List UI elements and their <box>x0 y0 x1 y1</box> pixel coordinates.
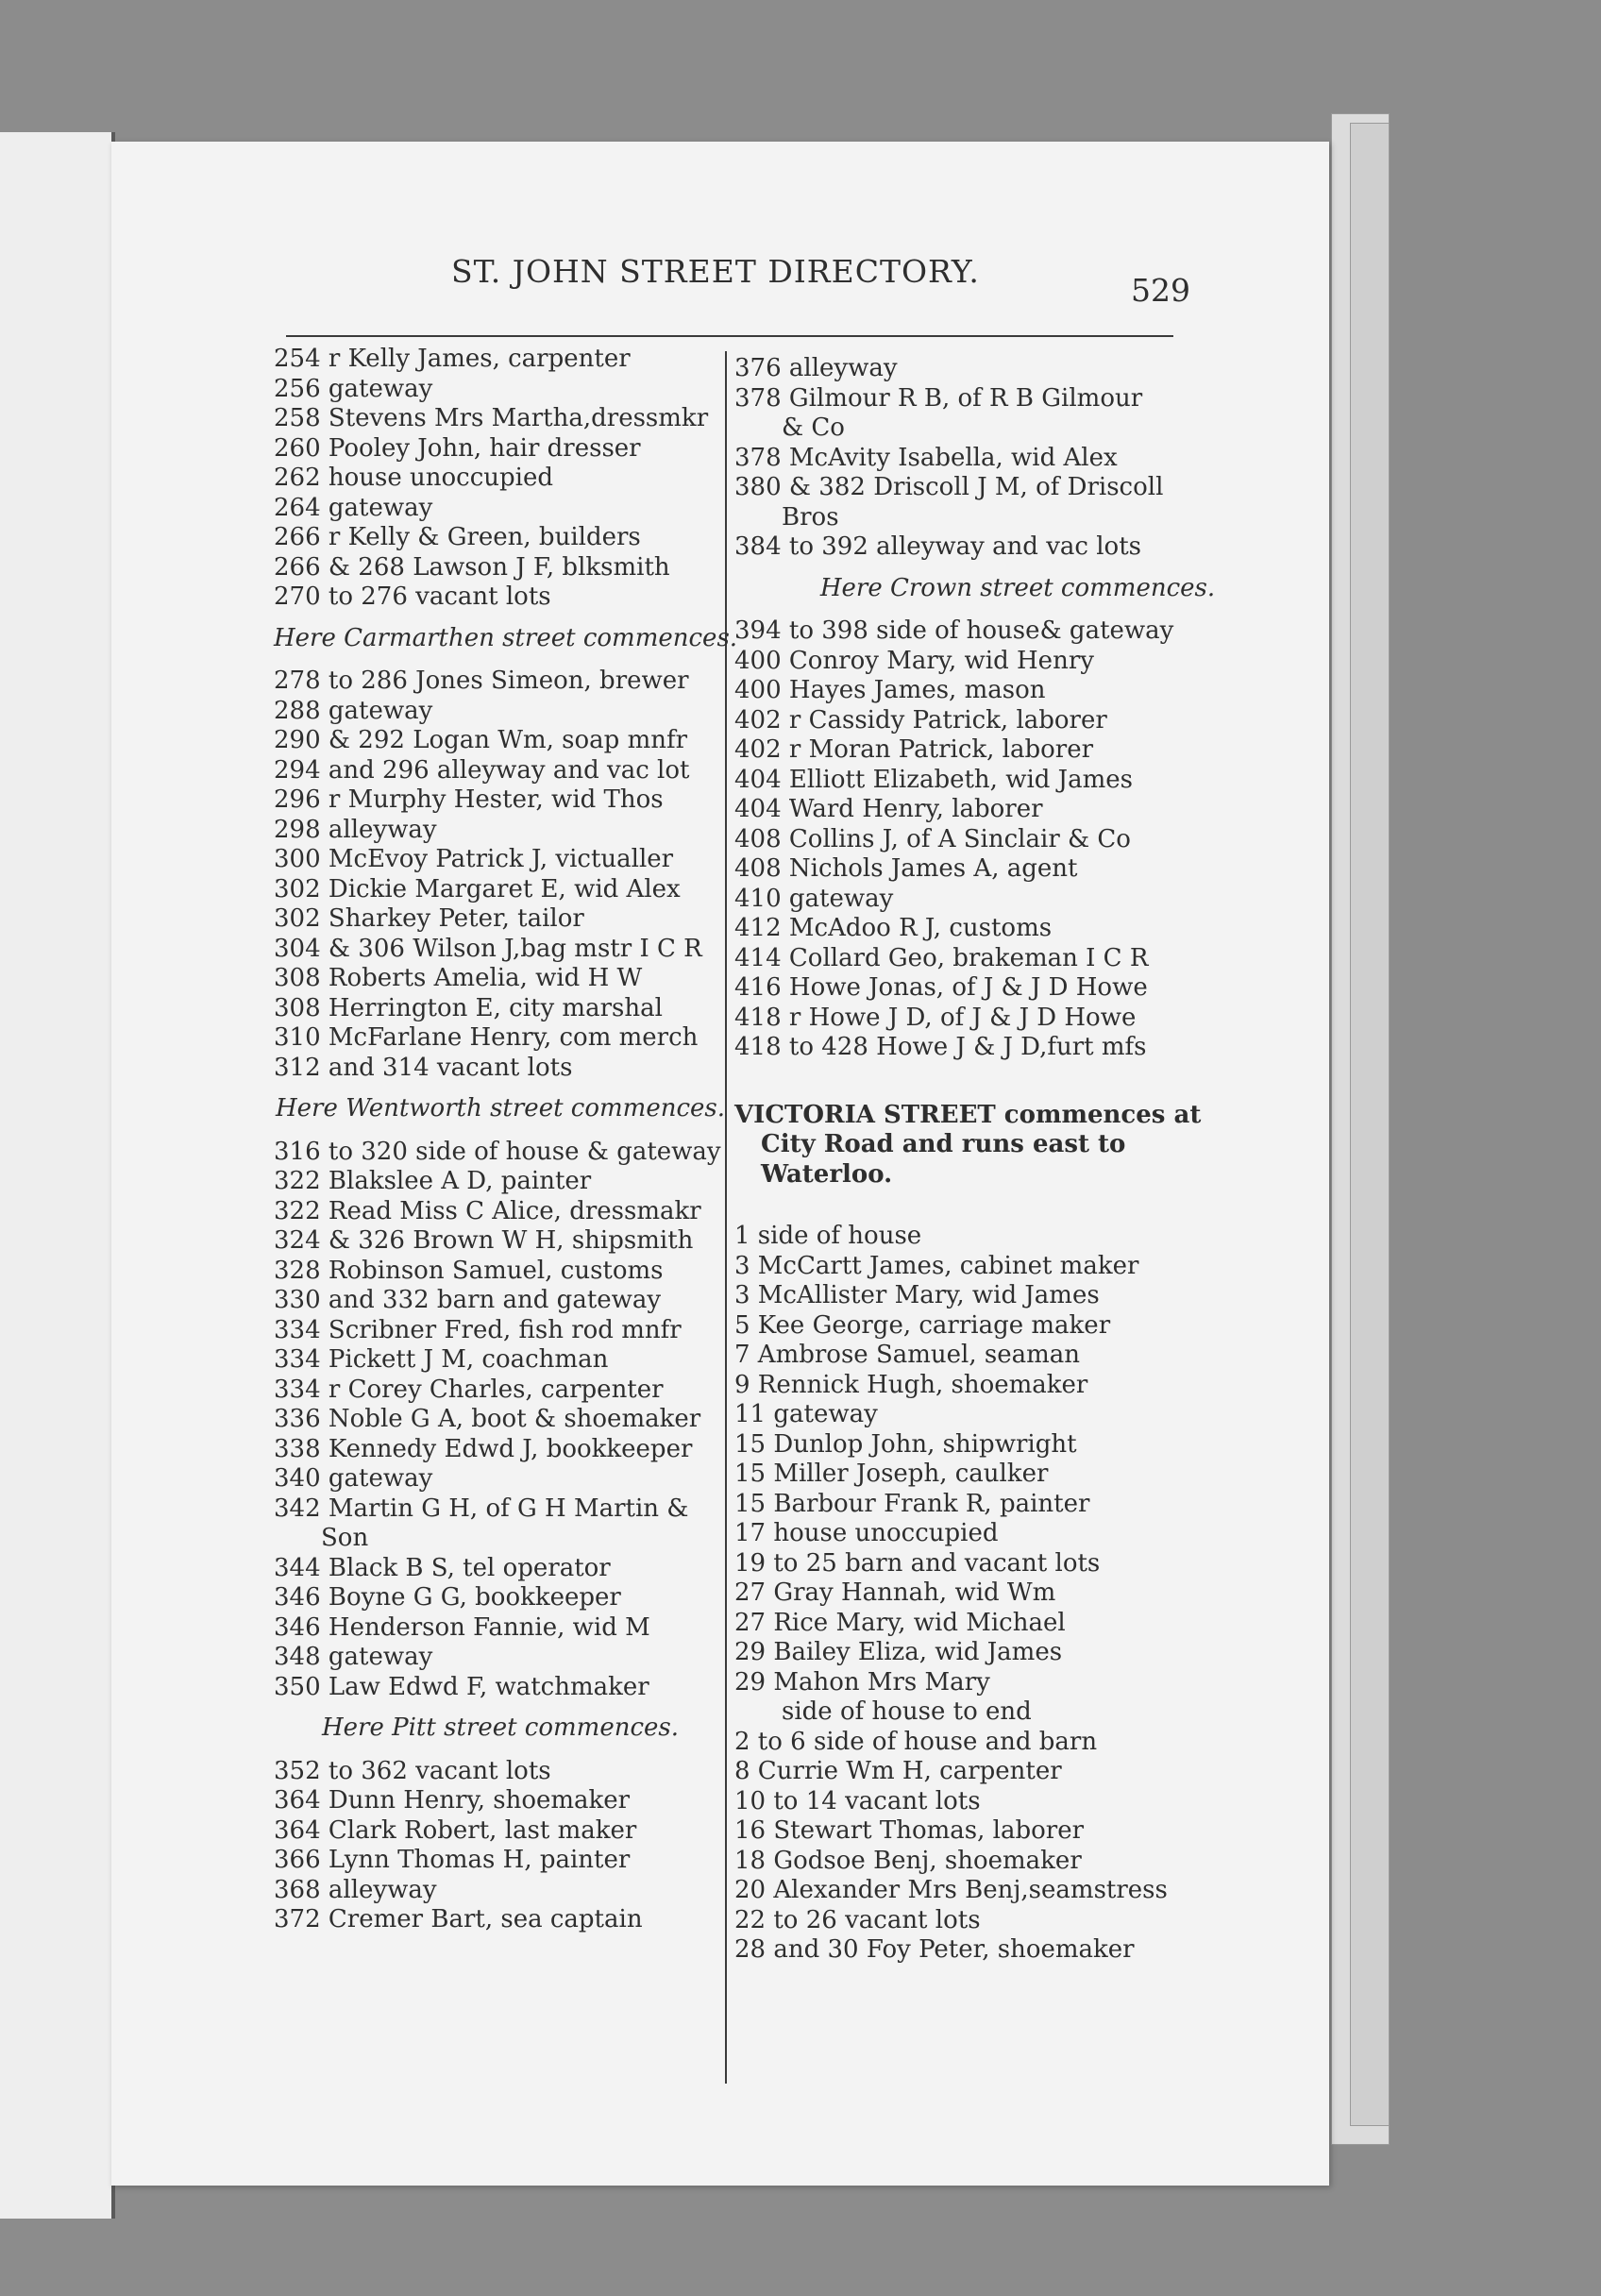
directory-entry: 364 Dunn Henry, shoemaker <box>274 1786 631 1815</box>
directory-entry: 380 & 382 Driscoll J M, of Driscoll <box>734 473 1164 501</box>
directory-entry: 322 Read Miss C Alice, dressmakr <box>274 1196 701 1225</box>
directory-entry: 416 Howe Jonas, of J & J D Howe <box>734 973 1148 1002</box>
directory-entry: 304 & 306 Wilson J,bag mstr I C R <box>274 934 702 963</box>
directory-entry: 254 r Kelly James, carpenter <box>274 345 631 373</box>
directory-entry: 17 house unoccupied <box>734 1519 999 1547</box>
directory-entry: 350 Law Edwd F, watchmaker <box>274 1672 649 1701</box>
spacer <box>734 1063 1301 1095</box>
directory-entry: 418 to 428 Howe J & J D,furt mfs <box>734 1033 1147 1061</box>
directory-entry: 322 Blakslee A D, painter <box>274 1167 592 1195</box>
directory-entry: 334 r Corey Charles, carpenter <box>274 1375 664 1404</box>
directory-entry: 368 alleyway <box>274 1875 437 1904</box>
directory-entry: 344 Black B S, tel operator <box>274 1553 611 1582</box>
directory-entry: 27 Gray Hannah, wid Wm <box>734 1578 1056 1607</box>
directory-entry: 334 Scribner Fred, fish rod mnfr <box>274 1315 682 1344</box>
directory-entry: 346 Boyne G G, bookkeeper <box>274 1583 621 1612</box>
directory-entry: 414 Collard Geo, brakeman I C R <box>734 943 1149 972</box>
directory-entry: 11 gateway <box>734 1400 878 1428</box>
directory-entry: 366 Lynn Thomas H, painter <box>274 1846 631 1874</box>
directory-entry: 316 to 320 side of house & gateway <box>274 1137 721 1166</box>
entry-continuation: side of house to end <box>782 1697 1032 1726</box>
directory-entry: 308 Herrington E, city marshal <box>274 993 663 1022</box>
directory-page <box>111 142 1329 2186</box>
directory-entry: 308 Roberts Amelia, wid H W <box>274 964 643 992</box>
directory-entry: 302 Sharkey Peter, tailor <box>274 904 584 933</box>
directory-entry: 310 McFarlane Henry, com merch <box>274 1023 699 1052</box>
directory-entry: 336 Noble G A, boot & shoemaker <box>274 1405 701 1433</box>
directory-entry: 29 Mahon Mrs Mary <box>734 1667 990 1697</box>
directory-entry: 7 Ambrose Samuel, seaman <box>734 1341 1081 1369</box>
directory-entry: 372 Cremer Bart, sea captain <box>274 1905 643 1933</box>
directory-entry: 15 Miller Joseph, caulker <box>734 1460 1049 1488</box>
spacer <box>734 1190 1301 1222</box>
street-heading: VICTORIA STREET commences at <box>734 1100 1202 1129</box>
directory-entry: 260 Pooley John, hair dresser <box>274 433 641 463</box>
directory-entry: 266 & 268 Lawson J F, blksmith <box>274 552 670 582</box>
directory-entry: 294 and 296 alleyway and vac lot <box>274 755 690 785</box>
directory-entry: 20 Alexander Mrs Benj,seamstress <box>734 1876 1168 1904</box>
directory-entry: 22 to 26 vacant lots <box>734 1905 981 1934</box>
directory-entry: 404 Ward Henry, laborer <box>734 795 1043 823</box>
entry-continuation: Bros <box>782 502 839 532</box>
directory-entry: 376 alleyway <box>734 354 898 382</box>
directory-entry: 298 alleyway <box>274 815 437 844</box>
directory-entry: 262 house unoccupied <box>274 464 554 492</box>
street-heading-cont: Waterloo. <box>761 1159 893 1189</box>
directory-entry: 400 Hayes James, mason <box>734 676 1046 704</box>
directory-entry: 364 Clark Robert, last maker <box>274 1815 637 1845</box>
directory-entry: 1 side of house <box>734 1222 922 1250</box>
street-notice: Here Pitt street commences. <box>321 1714 680 1742</box>
directory-entry: 334 Pickett J M, coachman <box>274 1345 609 1374</box>
directory-entry: 302 Dickie Margaret E, wid Alex <box>274 874 681 903</box>
directory-entry: 264 gateway <box>274 493 433 522</box>
street-heading-cont: City Road and runs east to <box>761 1130 1126 1158</box>
directory-entry: 258 Stevens Mrs Martha,dressmkr <box>274 404 709 432</box>
left-column <box>274 345 738 1935</box>
directory-entry: 342 Martin G H, of G H Martin & <box>274 1494 689 1523</box>
directory-entry: 288 gateway <box>274 696 433 725</box>
header-rule <box>286 335 1173 337</box>
directory-entry: 278 to 286 Jones Simeon, brewer <box>274 667 689 695</box>
directory-entry: 28 and 30 Foy Peter, shoemaker <box>734 1935 1135 1964</box>
directory-entry: 15 Barbour Frank R, painter <box>734 1489 1090 1518</box>
directory-entry: 378 Gilmour R B, of R B Gilmour <box>734 383 1143 413</box>
directory-entry: 384 to 392 alleyway and vac lots <box>734 532 1141 561</box>
directory-entry: 296 r Murphy Hester, wid Thos <box>274 785 664 814</box>
directory-entry: 29 Bailey Eliza, wid James <box>734 1638 1063 1666</box>
directory-entry: 348 gateway <box>274 1643 433 1671</box>
directory-entry: 402 r Cassidy Patrick, laborer <box>734 705 1107 734</box>
directory-entry: 402 r Moran Patrick, laborer <box>734 735 1094 764</box>
directory-entry: 27 Rice Mary, wid Michael <box>734 1608 1066 1637</box>
directory-entry: 270 to 276 vacant lots <box>274 582 551 611</box>
directory-entry: 312 and 314 vacant lots <box>274 1053 573 1082</box>
directory-entry: 404 Elliott Elizabeth, wid James <box>734 765 1133 794</box>
page-number: 529 <box>1131 272 1190 309</box>
directory-entry: 412 McAdoo R J, customs <box>734 914 1053 942</box>
directory-entry: 9 Rennick Hugh, shoemaker <box>734 1370 1088 1399</box>
street-notice: Here Wentworth street commences. <box>275 1094 726 1123</box>
left-page-edge <box>0 132 115 2219</box>
directory-entry: 8 Currie Wm H, carpenter <box>734 1757 1062 1785</box>
directory-entry: 18 Godsoe Benj, shoemaker <box>734 1846 1082 1875</box>
directory-entry: 3 McCartt James, cabinet maker <box>734 1251 1139 1280</box>
directory-entry: 394 to 398 side of house& gateway <box>734 616 1174 645</box>
page-header: ST. JOHN STREET DIRECTORY. <box>451 253 980 290</box>
directory-entry: 15 Dunlop John, shipwright <box>734 1429 1077 1459</box>
entry-continuation: & Co <box>782 414 845 442</box>
directory-entry: 10 to 14 vacant lots <box>734 1786 981 1815</box>
directory-entry: 3 McAllister Mary, wid James <box>734 1281 1100 1309</box>
directory-entry: 266 r Kelly & Green, builders <box>274 523 641 551</box>
directory-entry: 346 Henderson Fannie, wid M <box>274 1612 650 1642</box>
directory-entry: 290 & 292 Logan Wm, soap mnfr <box>274 726 688 754</box>
directory-entry: 256 gateway <box>274 374 433 403</box>
directory-entry: 340 gateway <box>274 1464 433 1493</box>
page-edge-stack-inner <box>1350 123 1390 2126</box>
entry-continuation: Son <box>321 1524 369 1552</box>
directory-entry: 418 r Howe J D, of J & J D Howe <box>734 1003 1137 1032</box>
directory-entry: 408 Nichols James A, agent <box>734 854 1078 883</box>
directory-entry: 352 to 362 vacant lots <box>274 1756 551 1785</box>
street-notice: Here Carmarthen street commences. <box>274 623 738 652</box>
street-notice: Here Crown street commences. <box>819 573 1216 602</box>
directory-entry: 378 McAvity Isabella, wid Alex <box>734 443 1118 472</box>
directory-entry: 408 Collins J, of A Sinclair & Co <box>734 824 1131 853</box>
directory-entry: 2 to 6 side of house and barn <box>734 1727 1098 1756</box>
directory-entry: 330 and 332 barn and gateway <box>274 1286 662 1314</box>
right-column <box>734 354 1301 1966</box>
directory-entry: 324 & 326 Brown W H, shipsmith <box>274 1226 694 1255</box>
directory-entry: 5 Kee George, carriage maker <box>734 1310 1111 1340</box>
directory-entry: 16 Stewart Thomas, laborer <box>734 1816 1085 1845</box>
directory-entry: 328 Robinson Samuel, customs <box>274 1256 664 1285</box>
directory-entry: 338 Kennedy Edwd J, bookkeeper <box>274 1434 693 1463</box>
directory-entry: 19 to 25 barn and vacant lots <box>734 1548 1101 1578</box>
directory-entry: 400 Conroy Mary, wid Henry <box>734 646 1094 675</box>
directory-entry: 300 McEvoy Patrick J, victualler <box>274 845 674 873</box>
directory-entry: 410 gateway <box>734 884 894 913</box>
